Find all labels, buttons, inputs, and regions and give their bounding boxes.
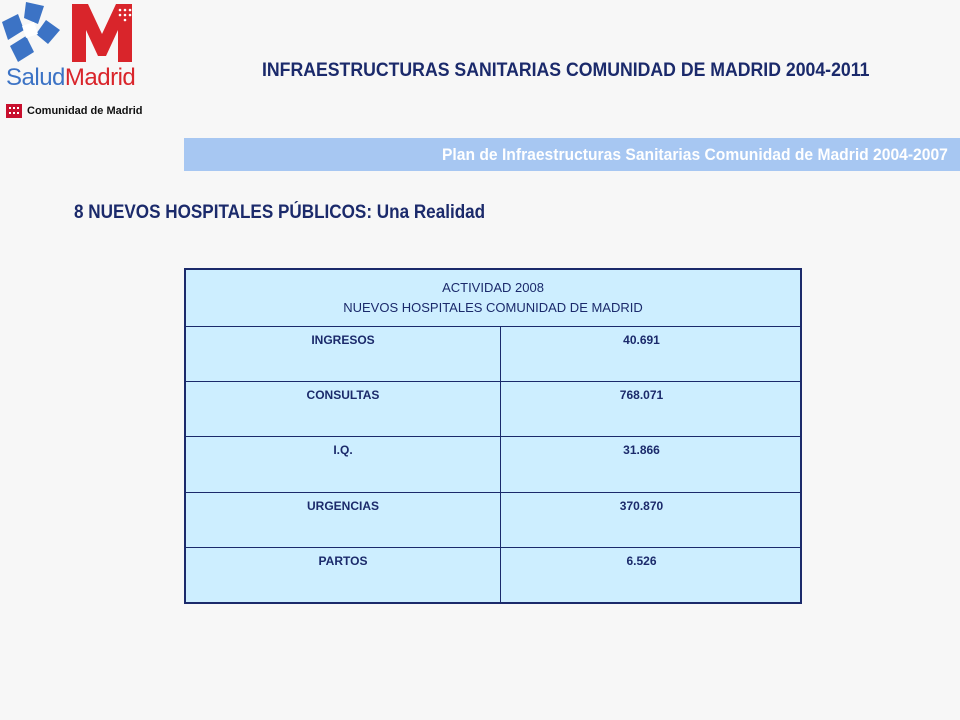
row-label: I.Q.	[185, 437, 501, 492]
row-label: PARTOS	[185, 547, 501, 603]
plan-banner-text: Plan de Infraestructuras Sanitarias Comunidad de Madrid 2004-2007	[442, 145, 948, 164]
comunidad-flag-icon	[6, 104, 22, 118]
table-row	[185, 547, 801, 603]
row-value: 768.071	[501, 382, 802, 437]
table-row	[185, 437, 801, 492]
row-label: CONSULTAS	[185, 382, 501, 437]
table-heading-line2: NUEVOS HOSPITALES COMUNIDAD DE MADRID	[343, 300, 643, 315]
table-heading-line1: ACTIVIDAD 2008	[442, 280, 544, 295]
row-value: 6.526	[501, 547, 802, 603]
row-value: 370.870	[501, 492, 802, 547]
page-title: INFRAESTRUCTURAS SANITARIAS COMUNIDAD DE MADRID 2004-2011	[262, 60, 870, 81]
comunidad-de-madrid-logo	[6, 104, 143, 118]
row-value: 40.691	[501, 327, 802, 382]
row-value: 31.866	[501, 437, 802, 492]
table-row	[185, 492, 801, 547]
activity-table	[184, 268, 802, 604]
table-header-row	[185, 269, 801, 327]
table-row	[185, 382, 801, 437]
row-label: URGENCIAS	[185, 492, 501, 547]
saludmadrid-star-m-icon	[0, 0, 150, 66]
table-row	[185, 327, 801, 382]
row-label: INGRESOS	[185, 327, 501, 382]
plan-banner	[184, 138, 960, 171]
comunidad-de-madrid-text: Comunidad de Madrid	[27, 105, 143, 117]
saludmadrid-wordmark: SaludMadrid	[6, 64, 136, 91]
saludmadrid-logo	[0, 0, 160, 130]
section-subtitle: 8 NUEVOS HOSPITALES PÚBLICOS: Una Realidad	[74, 202, 486, 223]
table-heading	[185, 269, 801, 327]
